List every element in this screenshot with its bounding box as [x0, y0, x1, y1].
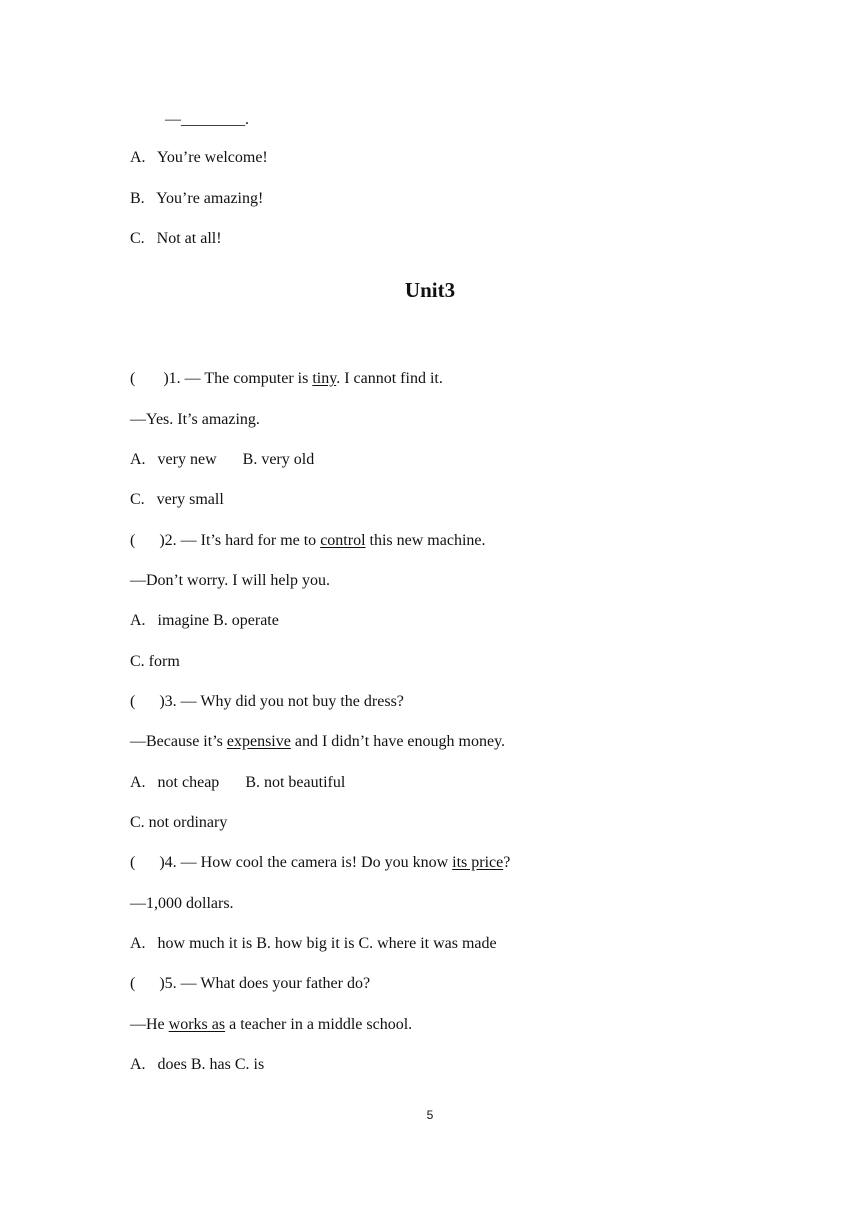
page-number: 5: [426, 1108, 434, 1122]
q2-option-c: C. form: [130, 653, 180, 670]
q3-option-c: C. not ordinary: [130, 814, 228, 831]
q2-reply: —Don’t worry. I will help you.: [130, 572, 330, 589]
q3-option-a: A. not cheap: [130, 774, 220, 791]
q5-key-word: works as: [168, 1016, 226, 1033]
q2-key-word: control: [320, 532, 366, 549]
q5-reply-text: —He: [130, 1016, 169, 1033]
unit-title: Unit3: [404, 278, 456, 302]
q3-reply: [130, 732, 505, 752]
prev-option-a: A. You’re welcome!: [130, 149, 268, 166]
q1-option-a: A. very new: [130, 451, 217, 468]
question-2: [130, 531, 485, 551]
q3-options-ab: [130, 773, 345, 793]
q3-option-b: B. not beautiful: [245, 774, 346, 791]
q1-options-ab: [130, 450, 314, 470]
q4-reply: —1,000 dollars.: [130, 895, 234, 912]
q2-text-end: this new machine.: [365, 532, 486, 549]
q4-text-end: ?: [503, 854, 511, 871]
q3-reply-end: and I didn’t have enough money.: [290, 733, 506, 750]
q4-options: A. how much it is B. how big it is C. where it was made: [130, 935, 497, 952]
q2-text: ( )2. — It’s hard for me to: [130, 532, 321, 549]
question-3: ( )3. — Why did you not buy the dress?: [130, 693, 404, 710]
q1-text-end: . I cannot find it.: [336, 370, 443, 387]
q4-key-word: its price: [452, 854, 504, 871]
q2-options-ab: A. imagine B. operate: [130, 612, 279, 629]
q1-key-word: tiny: [312, 370, 337, 387]
q1-option-b: B. very old: [242, 451, 315, 468]
question-4: [130, 853, 510, 873]
prev-option-b: B. You’re amazing!: [130, 190, 264, 207]
q3-key-word: expensive: [226, 733, 291, 750]
q1-option-c: C. very small: [130, 491, 224, 508]
q3-reply-text: —Because it’s: [130, 733, 227, 750]
q5-reply: [130, 1015, 412, 1035]
q5-options: A. does B. has C. is: [130, 1056, 265, 1073]
q4-text: ( )4. — How cool the camera is! Do you know: [130, 854, 453, 871]
prev-option-c: C. Not at all!: [130, 230, 222, 247]
question-1: [130, 369, 443, 389]
q1-reply: —Yes. It’s amazing.: [130, 411, 260, 428]
q5-reply-end: a teacher in a middle school.: [225, 1016, 413, 1033]
prev-question-blank: —________.: [165, 111, 249, 128]
question-5: ( )5. — What does your father do?: [130, 975, 371, 992]
q1-text: ( )1. — The computer is: [130, 370, 313, 387]
